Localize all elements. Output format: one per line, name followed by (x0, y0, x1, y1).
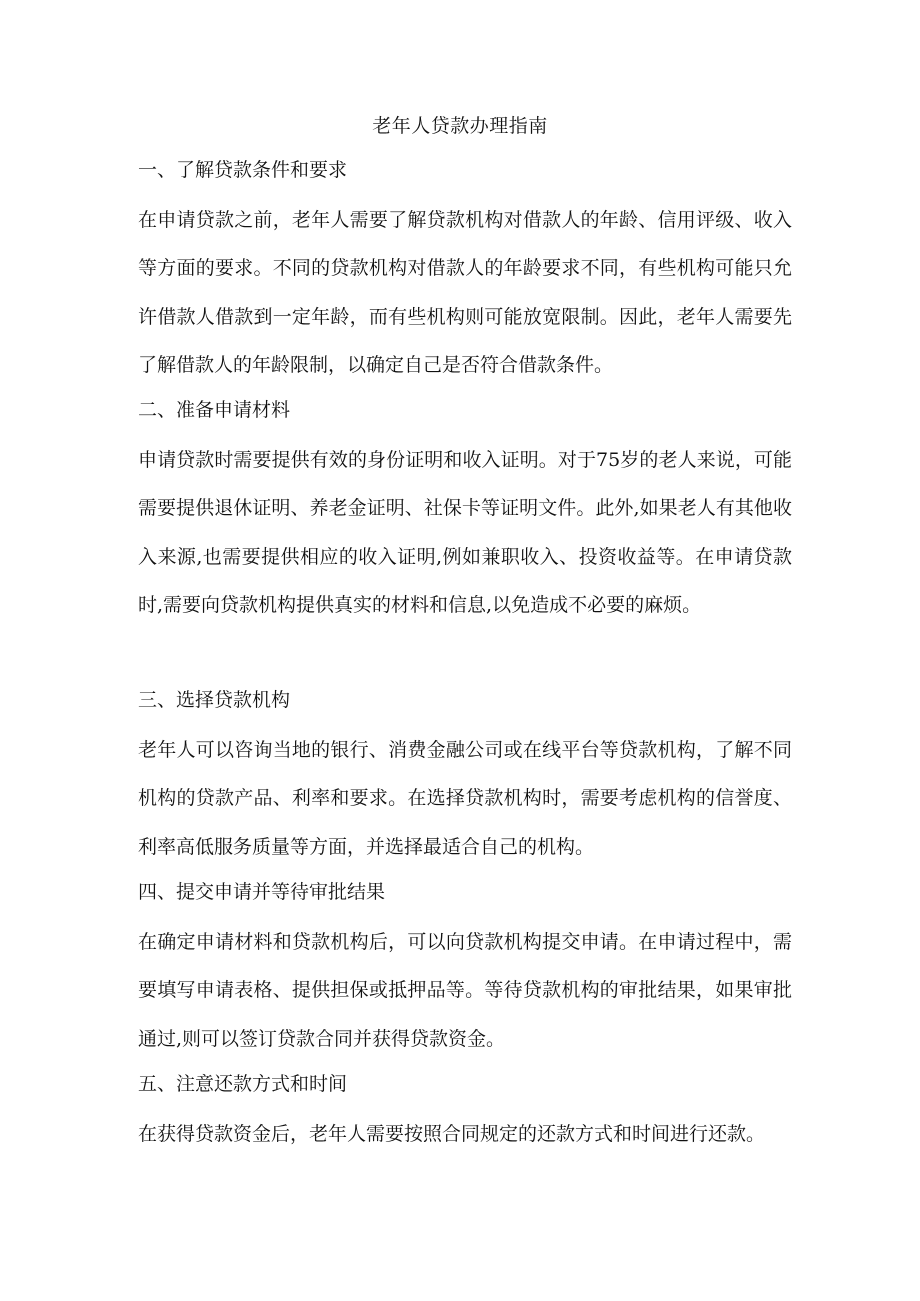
section-heading-1: 一、了解贷款条件和要求 (138, 159, 348, 181)
section-body-5: 在获得贷款资金后，老年人需要按照合同规定的还款方式和时间进行还款。 (138, 1123, 766, 1145)
section-heading-4: 四、提交申请并等待审批结果 (138, 881, 386, 903)
section-body-4: 在确定申请材料和贷款机构后，可以向贷款机构提交申请。在申请过程中，需要填写申请表格、提供担保或抵押品等。等待贷款机构的审批结果，如果审批通过,则可以签订贷款合同并获得贷款资金。 (138, 931, 792, 1050)
section-heading-3: 三、选择贷款机构 (138, 689, 291, 711)
section-heading-2: 二、准备申请材料 (138, 399, 291, 421)
section-body-1: 在申请贷款之前，老年人需要了解贷款机构对借款人的年龄、信用评级、收入等方面的要求。不同的贷款机构对借款人的年龄要求不同，有些机构可能只允许借款人借款到一定年龄，而有些机构则可能放宽限制。因此，老年人需要先了解借款人的年龄限制，以确定自己是否符合借款条件。 (138, 209, 792, 376)
section-heading-5: 五、注意还款方式和时间 (138, 1073, 348, 1095)
document-title: 老年人贷款办理指南 (372, 115, 548, 137)
section-body-2: 申请贷款时需要提供有效的身份证明和收入证明。对于75岁的老人来说，可能需要提供退休证明、养老金证明、社保卡等证明文件。此外,如果老人有其他收入来源,也需要提供相应的收入证明,例如兼职收入、投资收益等。在申请贷款时,需要向贷款机构提供真实的材料和信息,以免造成不必要的麻烦。 (138, 449, 792, 616)
section-body-3: 老年人可以咨询当地的银行、消费金融公司或在线平台等贷款机构，了解不同机构的贷款产品、利率和要求。在选择贷款机构时，需要考虑机构的信誉度、利率高低服务质量等方面，并选择最适合自己的机构。 (138, 739, 792, 858)
